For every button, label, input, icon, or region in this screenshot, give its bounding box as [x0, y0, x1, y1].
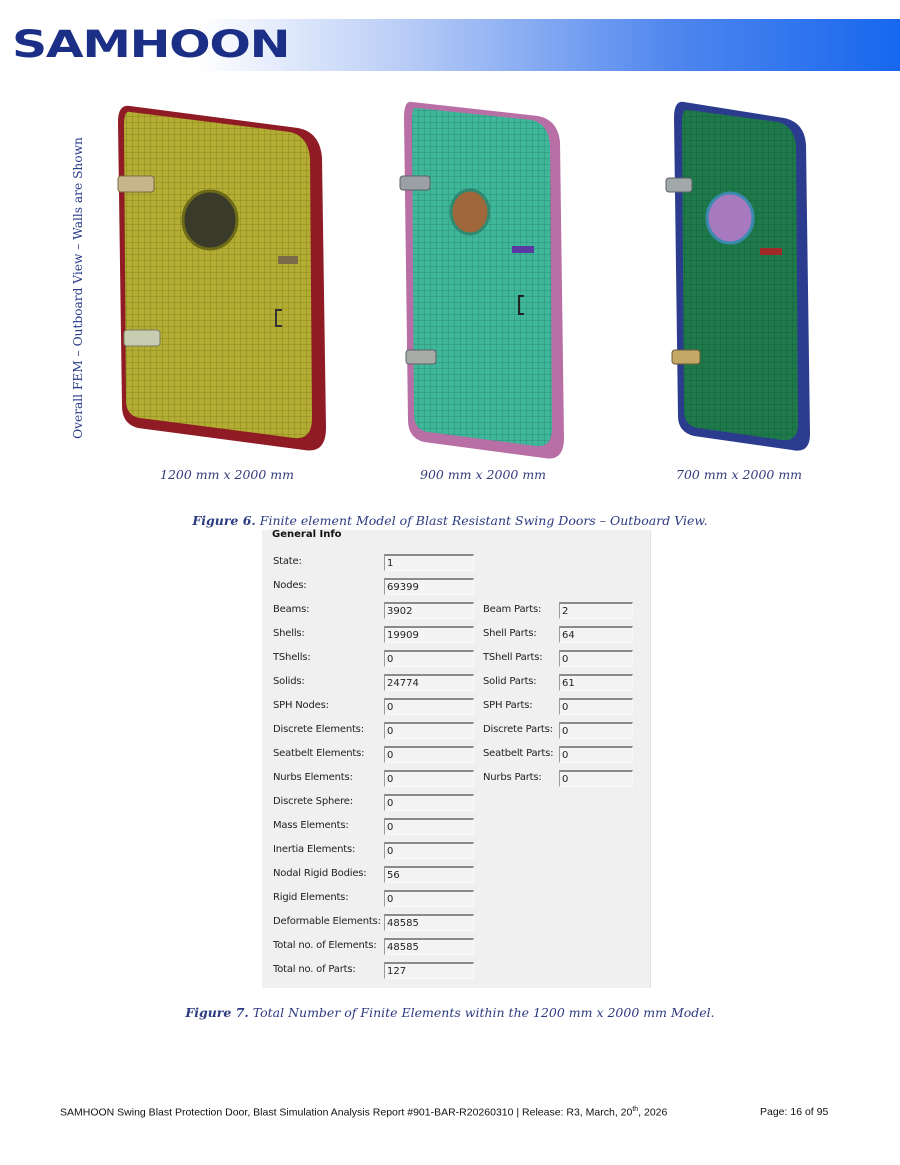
figure-7-text: Total Number of Finite Elements within the 1200 mm x 2000 mm Model. — [252, 1005, 715, 1020]
door-caption-1200: 1200 mm x 2000 mm — [160, 467, 294, 482]
field-seatbelt-parts[interactable]: 0 — [559, 746, 633, 763]
field-discrete-parts[interactable]: 0 — [559, 722, 633, 739]
field-sph-parts[interactable]: 0 — [559, 698, 633, 715]
door-1200-image — [108, 98, 338, 460]
page-number: Page: 16 of 95 — [760, 1106, 829, 1118]
label-tshells: TShells: — [273, 652, 311, 663]
figure-6-caption — [0, 513, 900, 528]
field-seatbelt-elements[interactable]: 0 — [384, 746, 474, 763]
label-nodes: Nodes: — [273, 580, 307, 591]
door-model-700 — [660, 98, 820, 465]
side-label-text: Overall FEM – Outboard View – Walls are Shown — [71, 137, 85, 439]
figure-6-text: Finite element Model of Blast Resistant Swing Doors – Outboard View. — [259, 513, 708, 528]
footer-year: , 2026 — [638, 1106, 668, 1119]
field-beams[interactable]: 3902 — [384, 602, 474, 619]
label-inertia-elements: Inertia Elements: — [273, 844, 356, 855]
label-rigid-elements: Rigid Elements: — [273, 892, 349, 903]
label-seatbelt-parts: Seatbelt Parts: — [483, 748, 554, 759]
field-nodal-rigid-bodies[interactable]: 56 — [384, 866, 474, 883]
field-solids[interactable]: 24774 — [384, 674, 474, 691]
label-solids: Solids: — [273, 676, 305, 687]
label-mass-elements: Mass Elements: — [273, 820, 349, 831]
door-900-image — [388, 98, 578, 460]
field-inertia-elements[interactable]: 0 — [384, 842, 474, 859]
label-beam-parts: Beam Parts: — [483, 604, 542, 615]
label-shell-parts: Shell Parts: — [483, 628, 537, 639]
field-tshells[interactable]: 0 — [384, 650, 474, 667]
label-deformable-elements: Deformable Elements: — [273, 916, 381, 927]
door-caption-700: 700 mm x 2000 mm — [676, 467, 803, 482]
label-discrete-elements: Discrete Elements: — [273, 724, 364, 735]
label-beams: Beams: — [273, 604, 310, 615]
field-discrete-sphere[interactable]: 0 — [384, 794, 474, 811]
field-mass-elements[interactable]: 0 — [384, 818, 474, 835]
label-state: State: — [273, 556, 302, 567]
figure-7-label: Figure 7. — [185, 1005, 249, 1020]
door-700-image — [660, 98, 820, 460]
field-shell-parts[interactable]: 64 — [559, 626, 633, 643]
field-nurbs-elements[interactable]: 0 — [384, 770, 474, 787]
general-info-panel — [262, 530, 651, 988]
label-shells: Shells: — [273, 628, 305, 639]
door-model-900 — [388, 98, 578, 465]
door-model-1200 — [108, 98, 338, 465]
label-tshell-parts: TShell Parts: — [483, 652, 543, 663]
field-state[interactable]: 1 — [384, 554, 474, 571]
figure-7-caption — [0, 1005, 900, 1020]
label-nurbs-elements: Nurbs Elements: — [273, 772, 353, 783]
field-sph-nodes[interactable]: 0 — [384, 698, 474, 715]
label-sph-nodes: SPH Nodes: — [273, 700, 329, 711]
label-discrete-sphere: Discrete Sphere: — [273, 796, 353, 807]
side-label — [60, 137, 96, 439]
field-nurbs-parts[interactable]: 0 — [559, 770, 633, 787]
field-nodes[interactable]: 69399 — [384, 578, 474, 595]
panel-title: General Info — [272, 529, 342, 540]
label-nodal-rigid-bodies: Nodal Rigid Bodies: — [273, 868, 367, 879]
label-sph-parts: SPH Parts: — [483, 700, 533, 711]
field-tshell-parts[interactable]: 0 — [559, 650, 633, 667]
footer-report-info: SAMHOON Swing Blast Protection Door, Blast Simulation Analysis Report #901-BAR-R20260310 | Release: R3, March, 20 — [60, 1106, 633, 1119]
figure-6-label: Figure 6. — [192, 513, 256, 528]
door-caption-900: 900 mm x 2000 mm — [420, 467, 547, 482]
field-solid-parts[interactable]: 61 — [559, 674, 633, 691]
samhoon-logo: SAMHOON — [12, 23, 290, 66]
label-total-elements: Total no. of Elements: — [273, 940, 377, 951]
label-discrete-parts: Discrete Parts: — [483, 724, 553, 735]
label-seatbelt-elements: Seatbelt Elements: — [273, 748, 365, 759]
field-total-parts[interactable]: 127 — [384, 962, 474, 979]
field-beam-parts[interactable]: 2 — [559, 602, 633, 619]
label-solid-parts: Solid Parts: — [483, 676, 537, 687]
field-deformable-elements[interactable]: 48585 — [384, 914, 474, 931]
field-discrete-elements[interactable]: 0 — [384, 722, 474, 739]
header-banner — [0, 19, 900, 71]
label-nurbs-parts: Nurbs Parts: — [483, 772, 542, 783]
field-rigid-elements[interactable]: 0 — [384, 890, 474, 907]
field-total-elements[interactable]: 48585 — [384, 938, 474, 955]
footer-text — [60, 1106, 860, 1119]
label-total-parts: Total no. of Parts: — [273, 964, 356, 975]
field-shells[interactable]: 19909 — [384, 626, 474, 643]
footer-sup: th — [632, 1106, 639, 1113]
